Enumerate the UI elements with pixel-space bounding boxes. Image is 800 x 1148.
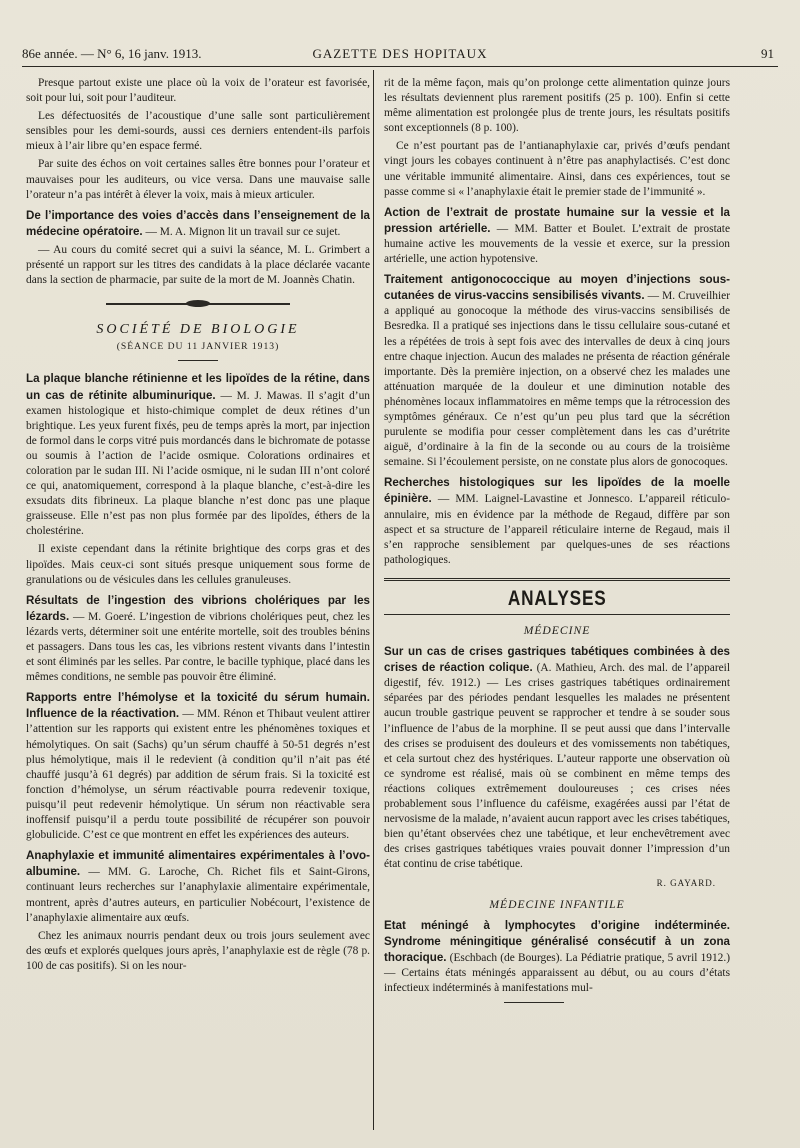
page-header	[22, 42, 778, 67]
article-text: — M. J. Mawas. Il s’agit d’un examen histologique et histo-chimique complet de deux rétines d’un brightique. Les yeux furent fixés, peu de temps après la mort, par injection de formol dans le corps vitré puis mordancés dans le bichromate de potasse ou soumis à l’action de l’acide osmique. Colorations ordinaires et coloration par le sudan III. Ni l’acide osmique, ni le sudan III n’ont coloré ce qui, anatomiquement, correspond à la plaque blanche, c’est-à-dire les exsudats dits fibrineux. La plaque blanche n’est donc pas une plaque graisseuse. Elle n’est pas non plus formée par des lipoïdes, éthers de la cholestérine.	[26, 389, 370, 538]
article-hemolyse	[26, 690, 370, 843]
article-title: Etat méningé à lymphocytes d’origine indéterminée. Syndrome méningitique généralisé consécutif à un zona thoracique.	[384, 918, 730, 964]
article-title: De l’importance des voies d’accès dans l’enseignement de la médecine opératoire.	[26, 208, 370, 238]
paragraph: Par suite des échos on voit certaines salles être bonnes pour l’orateur et mauvaises pour les auditeurs, ou vice versa. Dans une mauvaise salle l’orateur n’a pas intérêt à élever la voix, mais à mieux articuler.	[26, 158, 370, 201]
article-antigonococcique	[384, 272, 730, 470]
article-title: Sur un cas de crises gastriques tabétiques combinées à des crises de réaction colique.	[384, 645, 730, 675]
paragraph: — Au cours du comité secret qui a suivi la séance, M. L. Grimbert a présenté un rapport sur les titres des candidats à la place déclarée vacante dans la section de pharmacie, par suite de la mort de M. Joannès Chatin.	[26, 243, 370, 287]
article-text: (A. Mathieu, Arch. des mal. de l’appareil digestif, fév. 1912.) — Les crises gastriques tabétiques ordinairement séparées par des périodes pendant lesquelles les malades ne présentent aucun trouble gastrique peuvent se rapprocher et tendre à se souder sous l’influence de l’abus de la morphine. Il se peut aussi que dans l’intervalle des crises se produisent des douleurs et des vomissements non tabétiques, et cela surtout chez des hystériques. L’auteur rapporte une observation où ce syndrome est réalisé, mais où se combinent en même temps des réactions coliques extrêmement douloureuses ; ces crises nées probablement sous l’influence du caféisme, exagérées aussi par l’état de nervosisme de la malade, n’avaient aucun rapport avec les crises tabétiques, bien qu’étant observées chez une tabétique, et leur enchevêtrement avec des crises gastriques tabétiques vraies pouvait donner l’impression d’un état continu de crise tabétique.	[384, 662, 731, 871]
banner-rule	[384, 614, 730, 615]
article-text: — M. Goeré. L’ingestion de vibrions cholériques peut, chez les lézards verts, déterminer soit une entérite mortelle, soit des troubles bénins et passagers. Dans tous les cas, les vibrions restent vivants dans l’intestin et sont éliminés par les selles. Par contre, le bacille typhique, placé dans les mêmes conditions, ne semble pas pouvoir être éliminé.	[26, 610, 370, 684]
paragraph: Chez les animaux nourris pendant deux ou trois jours seulement avec des œufs et explorés quelques jours après, l’anaphylaxie est de règle (78 p. 100 de cas positifs). Si on les nour-	[26, 929, 370, 972]
article-title: Rapports entre l’hémolyse et la toxicité du sérum humain. Influence de la réactivation.	[26, 691, 370, 721]
author-signature: R. GAYARD.	[656, 877, 716, 888]
short-rule	[178, 360, 218, 361]
section-title: SOCIÉTÉ DE BIOLOGIE	[96, 322, 300, 338]
paragraph: Les défectuosités de l’acoustique d’une salle sont particulièrement sensibles pour les demi-sourds, aussi ces derniers entendent-ils parfois mieux à l’air libre qu’en espace fermé.	[26, 110, 370, 153]
paragraph: Presque partout existe une place où la voix de l’orateur est favorisée, soit pour lui, soit pour l’auditeur.	[26, 77, 370, 105]
left-column	[26, 76, 370, 977]
article-title: Anaphylaxie et immunité alimentaires expérimentales à l’ovo-albumine.	[26, 849, 370, 879]
article-plaque-blanche	[26, 371, 370, 539]
article-lipoides-moelle	[384, 475, 730, 568]
journal-title: GAZETTE DES HOPITAUX	[312, 46, 488, 61]
category-heading: MÉDECINE	[523, 624, 591, 637]
category-heading: MÉDECINE INFANTILE	[489, 897, 625, 911]
page-number: 91	[761, 46, 774, 61]
issue-info: 86e année. — N° 6, 16 janv. 1913.	[22, 46, 202, 61]
article-title: Action de l’extrait de prostate humaine sur la vessie et la pression artérielle.	[384, 205, 730, 235]
article-text: — M. A. Mignon lit un travail sur ce sujet.	[142, 225, 341, 238]
paragraph: Ce n’est pourtant pas de l’antianaphylaxie car, privés d’œufs pendant vingt jours les cobayes continuent à n’être pas anaphylactisés. C’est donc une véritable immunité alimentaire. Ainsi, dans ces expériences, tout se passe comme si « l’anaphylaxie était le premier stade de l’immunité ».	[384, 140, 730, 198]
article-text: — MM. G. Laroche, Ch. Richet fils et Saint-Girons, continuant leurs recherches sur l’anaphylaxie alimentaire expérimentale, montrent, après d’autres auteurs, en particulier Nobécourt, l’existence de l’anaphylaxie alimentaire aux œufs.	[26, 866, 370, 924]
article-title: Recherches histologiques sur les lipoïdes de la moelle épinière.	[384, 476, 730, 506]
ornament-divider	[26, 294, 370, 312]
column-divider	[373, 70, 374, 1130]
footer-rule	[504, 1002, 564, 1003]
article-crises-gastriques	[384, 644, 730, 872]
article-title: La plaque blanche rétinienne et les lipoïdes de la rétine, dans un cas de rétinite albuminurique.	[26, 372, 370, 402]
article-prostate	[384, 205, 730, 267]
article-title: Résultats de l’ingestion des vibrions cholériques par les lézards.	[26, 593, 370, 623]
article-text: — M. Cruveilhier a appliqué au gonocoque la méthode des virus-vaccins sensibilisés de Besredka. Il a pratiqué ses injections dans le tissu cellulaire sous-cutané et les a répétées de trois à sept fois avec des intervalles de deux à cinq jours entre chaque injection. Aucun des malades ne présenta de réaction générale importante. Dès la première injection, on a observé chez les malades une atténuation marquée de la douleur et une diminution notable des phénomènes locaux inflammatoires en même temps que la rétrocession des symptômes généraux. Ce n’est qu’un peu plus tard que la sécrétion purulente se modifia pour cesser complètement dans les cas d’urétrite aiguë, d’ordinaire à la fin de la seconde ou au cours de la troisième semaine. Si l’écoulement persiste, on ne constate plus alors de gonocoques.	[384, 290, 730, 469]
section-subtitle: (SÉANCE DU 11 JANVIER 1913)	[116, 341, 280, 353]
article-text: — MM. Laignel-Lavastine et Jonnesco. L’appareil réticulo-annulaire, mis en évidence par la méthode de Regaud, diffère par son aspect et sa structure de l’appareil réticulaire interne de Regaud, mais il s’en rapproche sensiblement par quelques-unes de ses réactions pathologiques.	[384, 493, 730, 566]
article-etat-meninge	[384, 918, 730, 996]
article-text: — MM. Rénon et Thibaut veulent attirer l’attention sur les rapports qui existent entre les phénomènes toxiques et hémolytiques. On sait (Sachs) qu’un sérum chauffé à 50-51 degrés n’est plus hémolytique, mais il le redevient (à condition qu’il n’ait pas été chauffé jusqu’à 61 degrés) par addition de sérum frais. Si la toxicité est fonction d’hémolyse, un sérum réactivable pourra redevenir toxique, puisqu’il peut redevenir hémolytique. Un sérum non réactivable sera inoffensif puisqu’il a perdu toute possibilité de récupérer son pouvoir globulicide. C’est ce que montrent en effet les expériences des auteurs.	[26, 708, 370, 842]
article-vibrions	[26, 593, 370, 686]
article-text: — MM. Batter et Boulet. L’extrait de prostate humaine active les mouvements de la vessie et exerce, sur la pression artérielle, une action hypotensive.	[384, 222, 731, 266]
paragraph: rit de la même façon, mais qu’on prolonge cette alimentation quinze jours les résultats deviennent plus rarement positifs (25 p. 100). Enfin si cette même alimentation est prolongée plus de trente jours, les résultats positifs sont exceptionnels (8 p. 100).	[384, 77, 730, 135]
article-text: (Eschbach (de Bourges). La Pédiatrie pratique, 5 avril 1912.) — Certains états méningés apparaissent au début, ou au cours d’états infectieux indéterminés à manifestations mul-	[384, 951, 730, 995]
article-anaphylaxie	[26, 848, 370, 925]
article-title: Traitement antigonococcique au moyen d’injections sous-cutanées de virus-vaccins sensibilisés vivants.	[384, 273, 730, 303]
paragraph: Il existe cependant dans la rétinite brightique des corps gras et des lipoïdes. Mais ceux-ci sont situés presque uniquement sous forme de granulations ou de vésicules dans les cellules granuleuses.	[26, 543, 370, 586]
article-voies-acces	[26, 208, 370, 240]
right-column	[384, 76, 730, 1003]
banner-title: ANALYSES	[507, 586, 607, 610]
analyses-banner	[384, 578, 730, 610]
